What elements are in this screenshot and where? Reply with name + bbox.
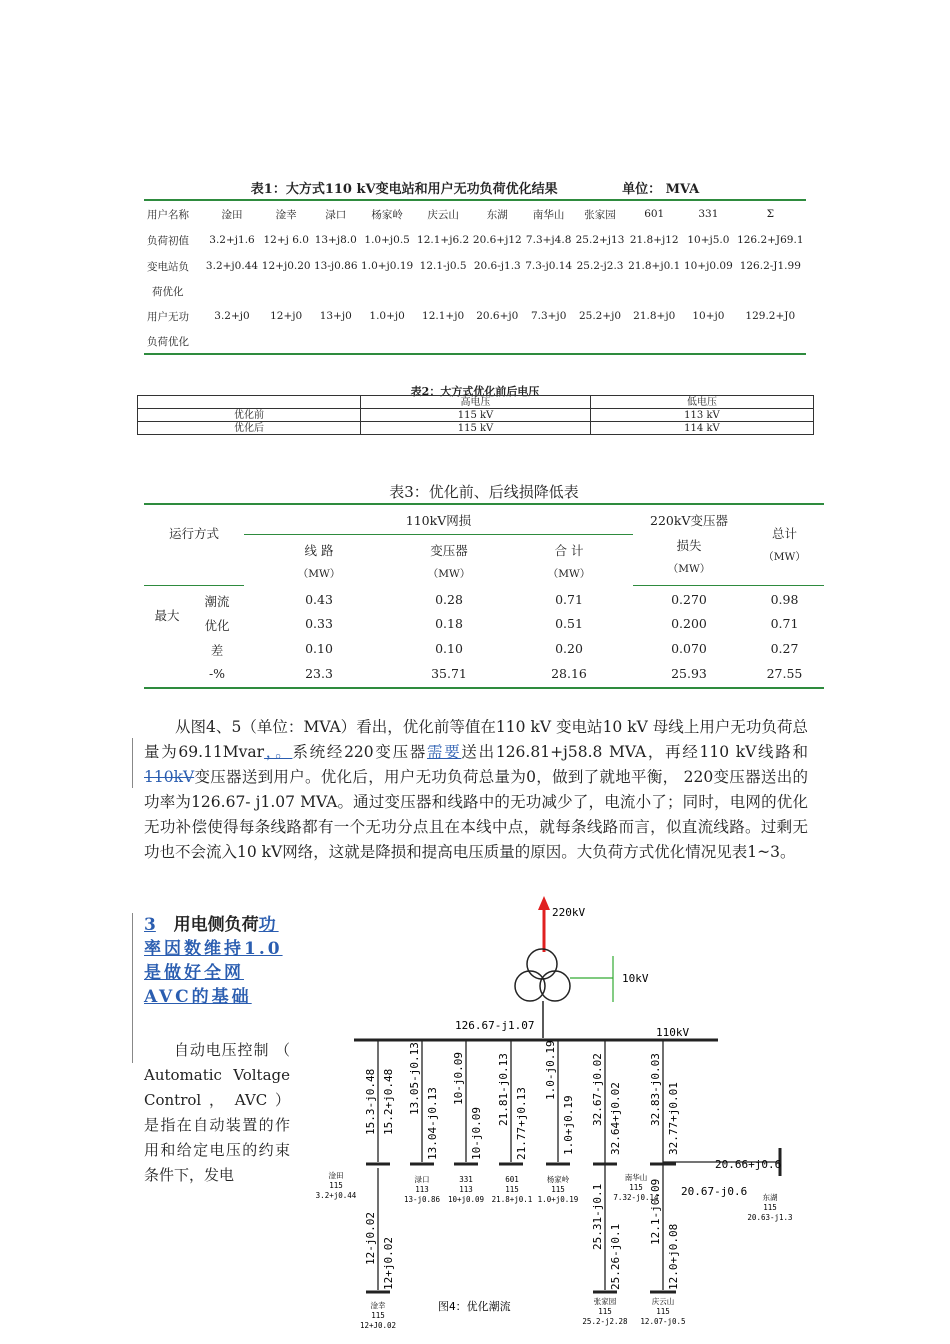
table3-unit: （MW） <box>427 568 471 580</box>
table-row <box>144 279 806 303</box>
branch-label: 12-j0.02 <box>364 1212 377 1265</box>
section-body <box>144 1038 290 1188</box>
deleted-text: 110kV <box>144 768 195 786</box>
branch-label: 10-j0.09 <box>452 1052 465 1105</box>
table3-unit: （MW） <box>667 563 711 575</box>
table-cell: 3.2+j0 <box>214 310 250 322</box>
arrow-up-icon <box>538 896 550 910</box>
table-cell: 13+j0 <box>319 310 352 322</box>
substation-name: 601 <box>505 1175 519 1184</box>
branch-label: 13.05-j0.13 <box>408 1042 421 1115</box>
section-title: 用电侧负荷 <box>173 915 259 935</box>
table3-cell: 25.93 <box>671 666 707 681</box>
table-cell: 优化后 <box>138 422 361 435</box>
substation-kv: 113 <box>415 1185 429 1194</box>
substation-load: 12.07-j0.5 <box>640 1317 686 1326</box>
table3-cell: 0.20 <box>555 641 583 656</box>
table-cell: 20.6+j12 <box>472 234 522 246</box>
branch-label: 32.64+j0.02 <box>609 1082 622 1155</box>
substation-name: 淦幸 <box>370 1301 386 1310</box>
table-cell: 高电压 <box>361 396 591 409</box>
table-row <box>144 253 806 279</box>
table-cell: 12.1-j0.5 <box>419 260 467 272</box>
table-cell: 10+j0 <box>692 310 725 322</box>
table-cell: 10+j5.0 <box>687 234 730 246</box>
branch-label: 12.1-j0.09 <box>649 1178 662 1245</box>
label-220: 220kV <box>552 906 586 919</box>
table3-bottom-rule <box>144 687 824 689</box>
table3-cell: 28.16 <box>551 666 587 681</box>
table-cell: 杨家岭 <box>371 208 403 221</box>
table-cell: 用户名称 <box>147 208 189 221</box>
table3-col-trans: 变压器 <box>430 543 468 558</box>
table-cell: 601 <box>644 208 665 220</box>
inserted-title: 功率因数维持1.0是做好全网AVC的基础 <box>144 915 283 1007</box>
table3-cell: 0.98 <box>770 592 799 607</box>
table-row <box>144 201 806 227</box>
table-cell: 10+j0.09 <box>684 260 733 272</box>
table-cell: 12.1+j6.2 <box>417 234 470 246</box>
substation-name: 张家园 <box>593 1297 617 1306</box>
substation-kv: 113 <box>459 1185 473 1194</box>
branch-label: 13.04-j0.13 <box>426 1087 439 1160</box>
substation-load: 20.63-j1.3 <box>747 1213 793 1222</box>
table-cell: 张家园 <box>584 208 616 221</box>
table-cell: 25.2+j13 <box>575 234 625 246</box>
text-run: 从图4、5（单位：MVA）看出，优化前等值在110 kV 变电站10 kV 母线上用户无功负荷总量为69.11Mvar <box>144 718 808 761</box>
table-row <box>138 409 814 422</box>
table-cell: 21.8+j0 <box>633 310 676 322</box>
table-cell: 渌口 <box>325 208 347 221</box>
table-cell: 淦田 <box>221 208 243 221</box>
table-cell: 126.2+J69.1 <box>737 234 804 246</box>
table3-col-220b: 损失 <box>676 538 702 553</box>
table-cell: 13+j8.0 <box>314 234 357 246</box>
substation-kv: 115 <box>598 1307 612 1316</box>
substation-name: 杨家岭 <box>546 1175 570 1184</box>
substation-name: 淦田 <box>328 1171 344 1180</box>
section-number: 3 <box>144 915 156 935</box>
table-row <box>144 303 806 329</box>
table-cell: 3.2+j0.44 <box>205 260 259 272</box>
table3-cell: 0.070 <box>671 641 707 656</box>
table3-cell: 0.270 <box>671 592 707 607</box>
table-cell: 12+j0.20 <box>261 260 311 272</box>
table3-cell: 0.33 <box>305 616 333 631</box>
substation-name: 南华山 <box>624 1173 648 1182</box>
branch-label: 1.0+j0.19 <box>562 1095 575 1155</box>
branch-label: 32.77+j0.01 <box>667 1082 680 1155</box>
table-cell: 3.2+j1.6 <box>209 234 255 246</box>
label-10: 10kV <box>622 972 649 985</box>
table-cell: 20.6+j0 <box>476 310 519 322</box>
substation-kv: 115 <box>656 1307 670 1316</box>
branch-label: 25.31-j0.1 <box>591 1183 604 1250</box>
substation-name: 庆云山 <box>651 1297 675 1306</box>
table-cell: 优化前 <box>138 409 361 422</box>
table-row <box>138 396 814 409</box>
revision-bar <box>132 913 133 1063</box>
table2-title: 表2：大方式优化前后电压 <box>410 385 540 398</box>
branch-label: 20.66+j0.6 <box>715 1158 782 1171</box>
figure-caption: 图4：优化潮流 <box>438 1300 511 1313</box>
label-110: 110kV <box>656 1026 690 1039</box>
table3-unit: （MW） <box>763 551 806 563</box>
table-cell: 7.3+j0 <box>530 310 567 322</box>
table3-header-rule-right <box>633 585 824 586</box>
table-row <box>144 227 806 253</box>
table3-title: 表3：优化前、后线损降低表 <box>389 483 579 501</box>
table-cell: 331 <box>698 208 719 220</box>
table-cell: 1.0+j0.5 <box>364 234 410 246</box>
substation-load: 21.8+j0.1 <box>491 1195 533 1204</box>
branch-label: 12+j0.02 <box>382 1237 395 1290</box>
branch-label: 32.83-j0.03 <box>649 1053 662 1126</box>
table3-col-total: 总计 <box>771 526 797 541</box>
table3-top-rule <box>144 503 824 505</box>
table2 <box>137 395 814 435</box>
table-cell: 126.2-J1.99 <box>739 260 801 272</box>
substation-name: 渌口 <box>414 1175 430 1184</box>
paragraph-text <box>144 715 808 865</box>
substation-load: 7.32-j0.14 <box>613 1193 659 1202</box>
table-cell: 12+j0 <box>270 310 303 322</box>
table-cell: 20.6-j1.3 <box>473 260 521 272</box>
section-heading <box>144 913 290 1009</box>
table3-unit: （MW） <box>547 568 591 580</box>
table-row <box>144 329 806 353</box>
table-row <box>138 422 814 435</box>
table-cell: 21.8+j0.1 <box>628 260 681 272</box>
table-cell: 低电压 <box>590 396 813 409</box>
table3-cell: 0.71 <box>555 592 583 607</box>
table3-col-sum: 合 计 <box>554 543 584 558</box>
table3-unit: （MW） <box>297 568 341 580</box>
substation-kv: 115 <box>763 1203 777 1212</box>
table-cell: 115 kV <box>361 409 591 422</box>
substation-name: 东湖 <box>762 1193 778 1202</box>
branch-label: 15.3-j0.48 <box>364 1068 377 1135</box>
substation-load: 3.2+j0.44 <box>315 1191 357 1200</box>
table1-grid <box>144 201 806 353</box>
text-run: 系统经220变压器 <box>292 743 427 761</box>
table3-cell: 23.3 <box>305 666 333 681</box>
table3-cell: 0.27 <box>770 641 799 656</box>
table3-row-group: 最大 <box>154 608 180 623</box>
table3-cell: 0.10 <box>435 641 463 656</box>
substation-load: 13-j0.86 <box>403 1195 441 1204</box>
table3-header-rule-left <box>144 585 244 586</box>
substation-kv: 115 <box>329 1181 343 1190</box>
inserted-text: ，。 <box>264 743 293 761</box>
substation-load: 12+J0.02 <box>359 1321 397 1330</box>
branch-label: 25.26-j0.1 <box>609 1223 622 1290</box>
table-cell: 12+j 6.0 <box>263 234 309 246</box>
table1 <box>144 199 806 355</box>
branch-label: 15.2+j0.48 <box>382 1068 395 1135</box>
substation-name: 331 <box>459 1175 473 1184</box>
table3-cell: 0.200 <box>671 616 707 631</box>
branch-label: 21.77+j0.13 <box>515 1087 528 1160</box>
table-cell: 7.3-j0.14 <box>525 260 573 272</box>
inserted-text: 需要 <box>427 743 462 761</box>
table-cell: 115 kV <box>361 422 591 435</box>
branch-label: 21.81-j0.13 <box>497 1053 510 1126</box>
branch-label: 10-j0.09 <box>470 1107 483 1160</box>
table-cell: 用户无功 <box>147 310 189 323</box>
substation-kv: 115 <box>505 1185 519 1194</box>
table3-row-label: -% <box>208 666 226 681</box>
table-cell: 负荷优化 <box>147 335 189 348</box>
table-cell: 113 kV <box>590 409 813 422</box>
table-cell: 21.8+j12 <box>629 234 679 246</box>
table-cell: 负荷初值 <box>147 234 189 247</box>
table-cell: Σ <box>766 208 775 220</box>
table-cell <box>138 396 361 409</box>
table-cell: 1.0+j0 <box>369 310 405 322</box>
table3-group-110: 110kV网损 <box>405 513 472 528</box>
branch-label: 1.0-j0.19 <box>544 1040 557 1100</box>
table-cell: 25.2-j2.3 <box>576 260 624 272</box>
table3-cell: 0.28 <box>435 592 463 607</box>
table1-caption: 表1：大方式110 kV变电站和用户无功负荷优化结果 <box>250 182 558 197</box>
branch-label: 32.67-j0.02 <box>591 1053 604 1126</box>
table-cell: 114 kV <box>590 422 813 435</box>
table3-cell: 0.18 <box>435 616 463 631</box>
table3-row-label: 潮流 <box>204 594 230 609</box>
body-paragraph <box>144 715 808 865</box>
table-cell: 南华山 <box>532 208 565 221</box>
substation-load: 1.0+j0.19 <box>537 1195 579 1204</box>
table-cell: 变电站负 <box>147 260 189 273</box>
power-flow-diagram <box>300 890 820 1340</box>
transfer-label: 126.67-j1.07 <box>455 1019 535 1032</box>
table-cell: 东湖 <box>486 208 508 221</box>
table3-cell: 0.71 <box>770 616 799 631</box>
power-flow-svg <box>300 890 820 1340</box>
table-cell: 12.1+j0 <box>422 310 465 322</box>
substation-load: 10+j0.09 <box>447 1195 485 1204</box>
table1-title <box>144 178 806 197</box>
table3-col-line: 线 路 <box>304 543 334 558</box>
branch-label: 20.67-j0.6 <box>681 1185 748 1198</box>
table3 <box>144 503 824 689</box>
table-cell: 庆云山 <box>427 208 459 221</box>
table3-cell: 0.10 <box>305 641 333 656</box>
table3-cell: 27.55 <box>766 666 803 681</box>
table3-cell: 35.71 <box>431 666 467 681</box>
table-cell: 25.2+j0 <box>578 310 622 322</box>
table3-group-rule <box>244 534 633 535</box>
table3-cell: 0.51 <box>555 616 583 631</box>
table3-col-220a: 220kV变压器 <box>650 513 728 528</box>
substation-kv: 115 <box>551 1185 565 1194</box>
transformer-icon <box>527 949 557 979</box>
table3-row-label: 优化 <box>204 618 230 633</box>
substation-kv: 115 <box>371 1311 385 1320</box>
table-cell: 129.2+J0 <box>745 310 796 322</box>
table3-row-label: 差 <box>210 643 224 658</box>
table-cell: 淦幸 <box>275 208 297 221</box>
table3-col-mode: 运行方式 <box>168 526 219 541</box>
table-cell: 7.3+j4.8 <box>525 234 572 246</box>
revision-bar <box>132 738 133 788</box>
substation-load: 25.2-j2.28 <box>582 1317 628 1326</box>
section-body-text: 自动电压控制 （ Automatic Voltage Control ， AVC ）是指在自动装置的作用和给定电压的约束条件下，发电 <box>144 1041 290 1184</box>
table-cell: 荷优化 <box>152 285 184 298</box>
table-cell: 13-j0.86 <box>313 260 358 272</box>
table3-cell: 0.43 <box>305 592 333 607</box>
branch-label: 12.0+j0.08 <box>667 1223 680 1290</box>
text-run: 送出126.81+j58.8 MVA，再经110 kV线路和 <box>461 743 808 761</box>
table1-unit: 单位： MVA <box>622 182 700 197</box>
text-run: 变压器送到用户。优化后，用户无功负荷总量为0，做到了就地平衡， 220变压器送出的功率为126.67- j1.07 MVA。通过变压器和线路中的无功减少了，电流小了；同时，电网的优化无功补偿使得每条线路都有一个无功分点且在本线中点，就每条线路而言，似直流线路。过剩无功也不会流入10 kV网络，这就是降损和提高电压质量的原因。大负荷方式优化情况见表1~3。 <box>144 768 808 861</box>
table-cell: 1.0+j0.19 <box>361 260 414 272</box>
substation-kv: 115 <box>629 1183 643 1192</box>
table2-grid <box>137 395 814 435</box>
